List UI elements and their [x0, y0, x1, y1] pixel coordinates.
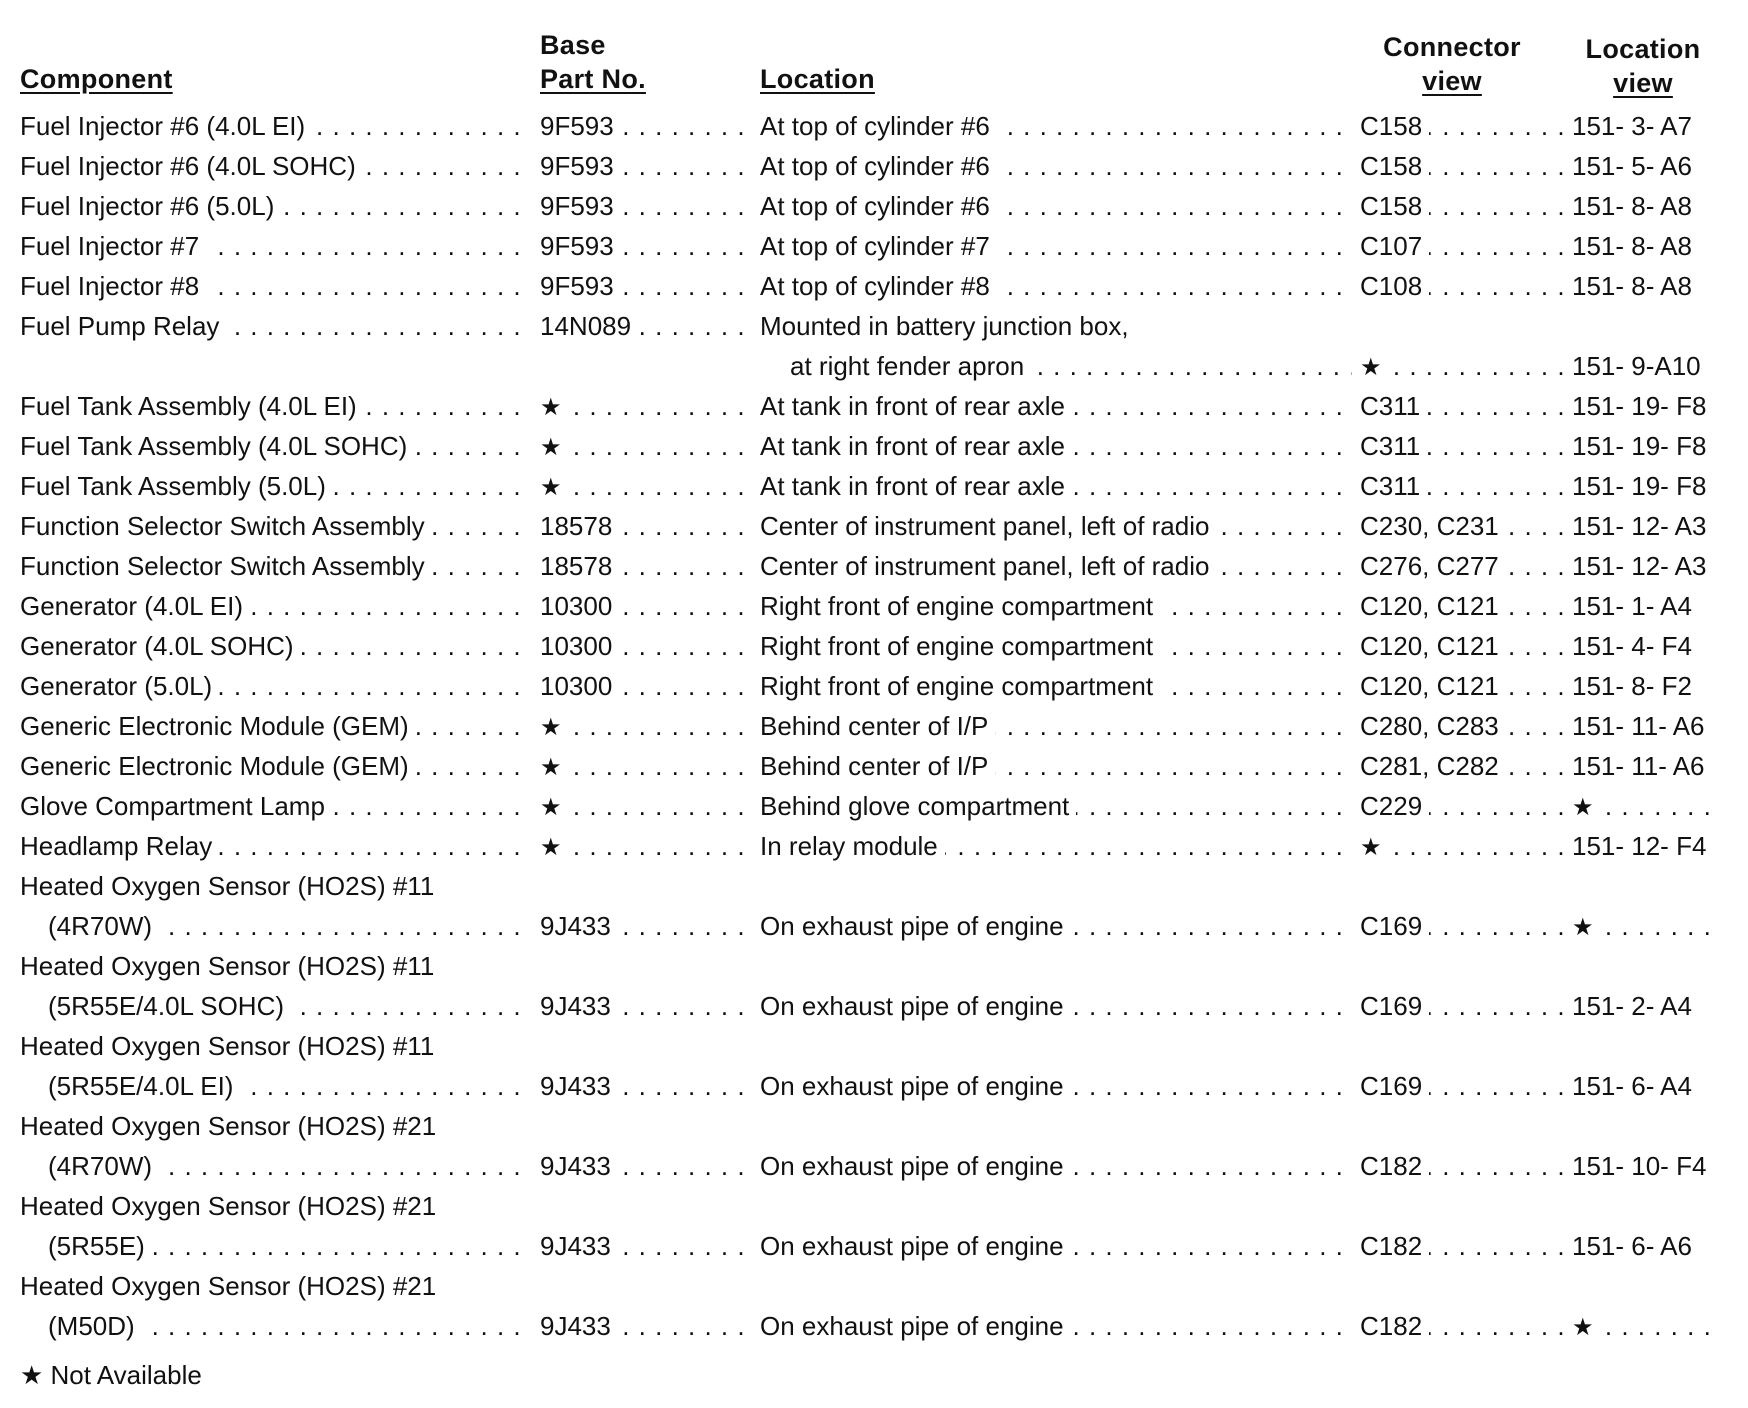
connector-view-cell: C120, C121 . . . — [1360, 666, 1568, 706]
connector-view-cell — [1360, 1186, 1568, 1226]
component-cell: Fuel Injector #6 (5.0L) . . . — [20, 186, 532, 226]
component-cell: Heated Oxygen Sensor (HO2S) #11 — [20, 1026, 532, 1066]
location-cell: At tank in front of rear axle . . . — [760, 466, 1352, 506]
table-row — [0, 826, 1748, 866]
component-cell: Glove Compartment Lamp . . . — [20, 786, 532, 826]
location-view-cell: 151- 19- F8 — [1572, 386, 1718, 426]
location-view-cell: 151- 12- A3 — [1572, 506, 1718, 546]
location-cell: On exhaust pipe of engine . . . — [760, 906, 1352, 946]
part-no-cell: ★ . . . — [540, 466, 752, 506]
part-no-cell — [540, 1026, 752, 1066]
part-no-cell: 18578 . . . — [540, 546, 752, 586]
table-row — [0, 146, 1748, 186]
table-row — [0, 466, 1748, 506]
location-view-cell: 151- 10- F4 — [1572, 1146, 1718, 1186]
location-cell: Right front of engine compartment . . . — [760, 586, 1352, 626]
connector-view-cell: C182 . . . — [1360, 1146, 1568, 1186]
connector-view-cell: C280, C283 . . . — [1360, 706, 1568, 746]
component-cell: Fuel Injector #7 . . . — [20, 226, 532, 266]
table-row — [0, 1106, 1748, 1146]
connector-view-cell: C281, C282 . . . — [1360, 746, 1568, 786]
table-row — [0, 266, 1748, 306]
component-cell: Generator (4.0L SOHC) . . . — [20, 626, 532, 666]
location-cell: At tank in front of rear axle . . . — [760, 426, 1352, 466]
location-view-cell: 151- 8- A8 — [1572, 226, 1718, 266]
location-view-cell: 151- 11- A6 — [1572, 746, 1718, 786]
table-row — [0, 1306, 1748, 1346]
table-row — [0, 1066, 1748, 1106]
part-no-cell — [540, 346, 752, 386]
connector-view-cell — [1360, 306, 1568, 346]
table-row — [0, 706, 1748, 746]
connector-view-cell: C120, C121 . . . — [1360, 586, 1568, 626]
location-cell — [760, 1026, 1352, 1066]
part-no-cell — [540, 1106, 752, 1146]
component-cell: (5R55E/4.0L EI) . . . — [20, 1066, 532, 1106]
table-row — [0, 746, 1748, 786]
table-row — [0, 946, 1748, 986]
table-row — [0, 426, 1748, 466]
part-no-cell: 18578 . . . — [540, 506, 752, 546]
connector-view-cell: C230, C231 . . . — [1360, 506, 1568, 546]
location-cell: At top of cylinder #6 . . . — [760, 186, 1352, 226]
table-row — [0, 586, 1748, 626]
part-no-cell: ★ . . . — [540, 706, 752, 746]
component-cell: Fuel Pump Relay . . . — [20, 306, 532, 346]
location-cell: At tank in front of rear axle . . . — [760, 386, 1352, 426]
part-no-cell: 9F593 . . . — [540, 146, 752, 186]
part-no-cell — [540, 946, 752, 986]
location-view-cell — [1572, 866, 1718, 906]
table-row — [0, 1226, 1748, 1266]
connector-view-cell: ★ . . . — [1360, 346, 1568, 386]
component-cell: Heated Oxygen Sensor (HO2S) #11 — [20, 946, 532, 986]
connector-view-cell: C182 . . . — [1360, 1226, 1568, 1266]
location-cell: Right front of engine compartment . . . — [760, 666, 1352, 706]
location-cell: In relay module . . . — [760, 826, 1352, 866]
component-cell: Heated Oxygen Sensor (HO2S) #21 — [20, 1266, 532, 1306]
location-cell: At top of cylinder #6 . . . — [760, 106, 1352, 146]
table-row — [0, 986, 1748, 1026]
location-cell: At top of cylinder #6 . . . — [760, 146, 1352, 186]
component-cell: Generator (4.0L EI) . . . — [20, 586, 532, 626]
part-no-cell: ★ . . . — [540, 826, 752, 866]
location-cell — [760, 1266, 1352, 1306]
location-view-cell: 151- 8- A8 — [1572, 266, 1718, 306]
connector-view-cell: C158 . . . — [1360, 106, 1568, 146]
table-row — [0, 106, 1748, 146]
connector-view-cell: C169 . . . — [1360, 906, 1568, 946]
location-view-cell: ★ . . . — [1572, 1306, 1718, 1346]
location-cell — [760, 946, 1352, 986]
connector-view-cell: C107 . . . — [1360, 226, 1568, 266]
location-view-cell: 151- 8- F2 — [1572, 666, 1718, 706]
component-cell: (4R70W) . . . — [20, 1146, 532, 1186]
part-no-cell: 9J433 . . . — [540, 906, 752, 946]
location-view-cell: 151- 3- A7 — [1572, 106, 1718, 146]
connector-view-cell: ★ . . . — [1360, 826, 1568, 866]
connector-view-cell: C158 . . . — [1360, 146, 1568, 186]
part-no-cell: ★ . . . — [540, 746, 752, 786]
component-cell: Headlamp Relay . . . — [20, 826, 532, 866]
location-cell — [760, 866, 1352, 906]
table-row — [0, 866, 1748, 906]
table-row — [0, 906, 1748, 946]
part-no-cell: 9J433 . . . — [540, 1066, 752, 1106]
location-view-cell: 151- 12- F4 — [1572, 826, 1718, 866]
part-no-cell: 9J433 . . . — [540, 1306, 752, 1346]
connector-view-cell: C229 . . . — [1360, 786, 1568, 826]
table-row — [0, 1026, 1748, 1066]
component-cell: Generic Electronic Module (GEM) . . . — [20, 706, 532, 746]
location-view-cell: 151- 8- A8 — [1572, 186, 1718, 226]
component-cell: Heated Oxygen Sensor (HO2S) #21 — [20, 1186, 532, 1226]
location-view-cell — [1572, 946, 1718, 986]
component-cell: Generator (5.0L) . . . — [20, 666, 532, 706]
table-row — [0, 626, 1748, 666]
table-row — [0, 1146, 1748, 1186]
component-cell: Fuel Tank Assembly (4.0L EI) . . . — [20, 386, 532, 426]
part-no-cell: ★ . . . — [540, 386, 752, 426]
location-cell: Behind center of I/P . . . — [760, 706, 1352, 746]
connector-view-cell: C169 . . . — [1360, 1066, 1568, 1106]
header-location-view: Location view — [1585, 34, 1701, 98]
connector-view-cell: C169 . . . — [1360, 986, 1568, 1026]
component-cell: Heated Oxygen Sensor (HO2S) #21 — [20, 1106, 532, 1146]
location-view-cell — [1572, 1266, 1718, 1306]
connector-view-cell — [1360, 1106, 1568, 1146]
table-row — [0, 666, 1748, 706]
table-row — [0, 506, 1748, 546]
location-cell: at right fender apron . . . — [790, 346, 1352, 386]
part-no-cell — [540, 1186, 752, 1226]
connector-view-cell: C276, C277 . . . — [1360, 546, 1568, 586]
part-no-cell: 10300 . . . — [540, 626, 752, 666]
table-row — [0, 1186, 1748, 1226]
connector-view-cell — [1360, 1266, 1568, 1306]
connector-view-cell: C108 . . . — [1360, 266, 1568, 306]
component-cell: Fuel Injector #6 (4.0L EI) . . . — [20, 106, 532, 146]
location-view-cell — [1572, 1026, 1718, 1066]
connector-view-cell: C311 . . . — [1360, 466, 1568, 506]
location-cell: At top of cylinder #8 . . . — [760, 266, 1352, 306]
component-cell: Fuel Injector #8 . . . — [20, 266, 532, 306]
table-row — [0, 226, 1748, 266]
table-row — [0, 1266, 1748, 1306]
part-no-cell: 10300 . . . — [540, 586, 752, 626]
location-view-cell: 151- 6- A4 — [1572, 1066, 1718, 1106]
location-view-cell: 151- 6- A6 — [1572, 1226, 1718, 1266]
part-no-cell: 10300 . . . — [540, 666, 752, 706]
connector-view-cell: C311 . . . — [1360, 426, 1568, 466]
location-view-cell — [1572, 306, 1718, 346]
part-no-cell: ★ . . . — [540, 426, 752, 466]
component-cell: (5R55E) . . . — [20, 1226, 532, 1266]
location-cell: Behind center of I/P . . . — [760, 746, 1352, 786]
part-no-cell: 9F593 . . . — [540, 226, 752, 266]
header-location: Location — [760, 64, 875, 94]
component-cell: Fuel Tank Assembly (5.0L) . . . — [20, 466, 532, 506]
location-view-cell: 151- 11- A6 — [1572, 706, 1718, 746]
location-cell: Right front of engine compartment . . . — [760, 626, 1352, 666]
component-cell: (5R55E/4.0L SOHC) . . . — [20, 986, 532, 1026]
location-view-cell: 151- 19- F8 — [1572, 466, 1718, 506]
part-no-cell: 14N089 . . . — [540, 306, 752, 346]
component-cell: (4R70W) . . . — [20, 906, 532, 946]
header-part-no: Base Part No. — [540, 30, 646, 94]
header-component: Component — [20, 64, 173, 94]
component-cell: Fuel Tank Assembly (4.0L SOHC) . . . — [20, 426, 532, 466]
location-cell: Center of instrument panel, left of radio . . . — [760, 506, 1352, 546]
connector-view-cell: C158 . . . — [1360, 186, 1568, 226]
table-row — [0, 186, 1748, 226]
connector-view-cell — [1360, 866, 1568, 906]
location-view-cell: 151- 5- A6 — [1572, 146, 1718, 186]
component-cell: (M50D) . . . — [20, 1306, 532, 1346]
location-view-cell: 151- 9-A10 — [1572, 346, 1718, 386]
connector-view-cell — [1360, 1026, 1568, 1066]
part-no-cell: 9J433 . . . — [540, 1226, 752, 1266]
location-cell: On exhaust pipe of engine . . . — [760, 1306, 1352, 1346]
component-cell: Heated Oxygen Sensor (HO2S) #11 — [20, 866, 532, 906]
component-cell: Generic Electronic Module (GEM) . . . — [20, 746, 532, 786]
location-cell: On exhaust pipe of engine . . . — [760, 1066, 1352, 1106]
location-view-cell: 151- 12- A3 — [1572, 546, 1718, 586]
part-no-cell: ★ . . . — [540, 786, 752, 826]
location-cell: On exhaust pipe of engine . . . — [760, 986, 1352, 1026]
location-cell: Center of instrument panel, left of radio . . . — [760, 546, 1352, 586]
location-cell — [760, 1186, 1352, 1226]
header-connector-view: Connector view — [1383, 32, 1521, 96]
location-cell: On exhaust pipe of engine . . . — [760, 1226, 1352, 1266]
location-view-cell: 151- 4- F4 — [1572, 626, 1718, 666]
table-row — [0, 546, 1748, 586]
component-cell — [20, 346, 532, 386]
location-cell: Behind glove compartment . . . — [760, 786, 1352, 826]
table-row — [0, 386, 1748, 426]
connector-view-cell — [1360, 946, 1568, 986]
location-view-cell: 151- 2- A4 — [1572, 986, 1718, 1026]
location-cell: On exhaust pipe of engine . . . — [760, 1146, 1352, 1186]
location-cell: At top of cylinder #7 . . . — [760, 226, 1352, 266]
part-no-cell: 9J433 . . . — [540, 1146, 752, 1186]
component-cell: Fuel Injector #6 (4.0L SOHC) . . . — [20, 146, 532, 186]
location-view-cell: 151- 19- F8 — [1572, 426, 1718, 466]
table-row — [0, 306, 1748, 346]
part-no-cell: 9J433 . . . — [540, 986, 752, 1026]
part-no-cell — [540, 1266, 752, 1306]
connector-view-cell: C182 . . . — [1360, 1306, 1568, 1346]
location-cell — [760, 1106, 1352, 1146]
table-row — [0, 786, 1748, 826]
location-view-cell: 151- 1- A4 — [1572, 586, 1718, 626]
part-no-cell — [540, 866, 752, 906]
connector-view-cell: C120, C121 . . . — [1360, 626, 1568, 666]
footnote: ★ Not Available — [20, 1360, 202, 1390]
part-no-cell: 9F593 . . . — [540, 186, 752, 226]
part-no-cell: 9F593 . . . — [540, 106, 752, 146]
component-cell: Function Selector Switch Assembly . . . — [20, 546, 532, 586]
location-cell: Mounted in battery junction box, — [760, 306, 1352, 346]
location-view-cell — [1572, 1186, 1718, 1226]
location-view-cell — [1572, 1106, 1718, 1146]
table-row — [0, 346, 1748, 386]
part-no-cell: 9F593 . . . — [540, 266, 752, 306]
component-cell: Function Selector Switch Assembly . . . — [20, 506, 532, 546]
location-view-cell: ★ . . . — [1572, 786, 1718, 826]
connector-view-cell: C311 . . . — [1360, 386, 1568, 426]
location-view-cell: ★ . . . — [1572, 906, 1718, 946]
